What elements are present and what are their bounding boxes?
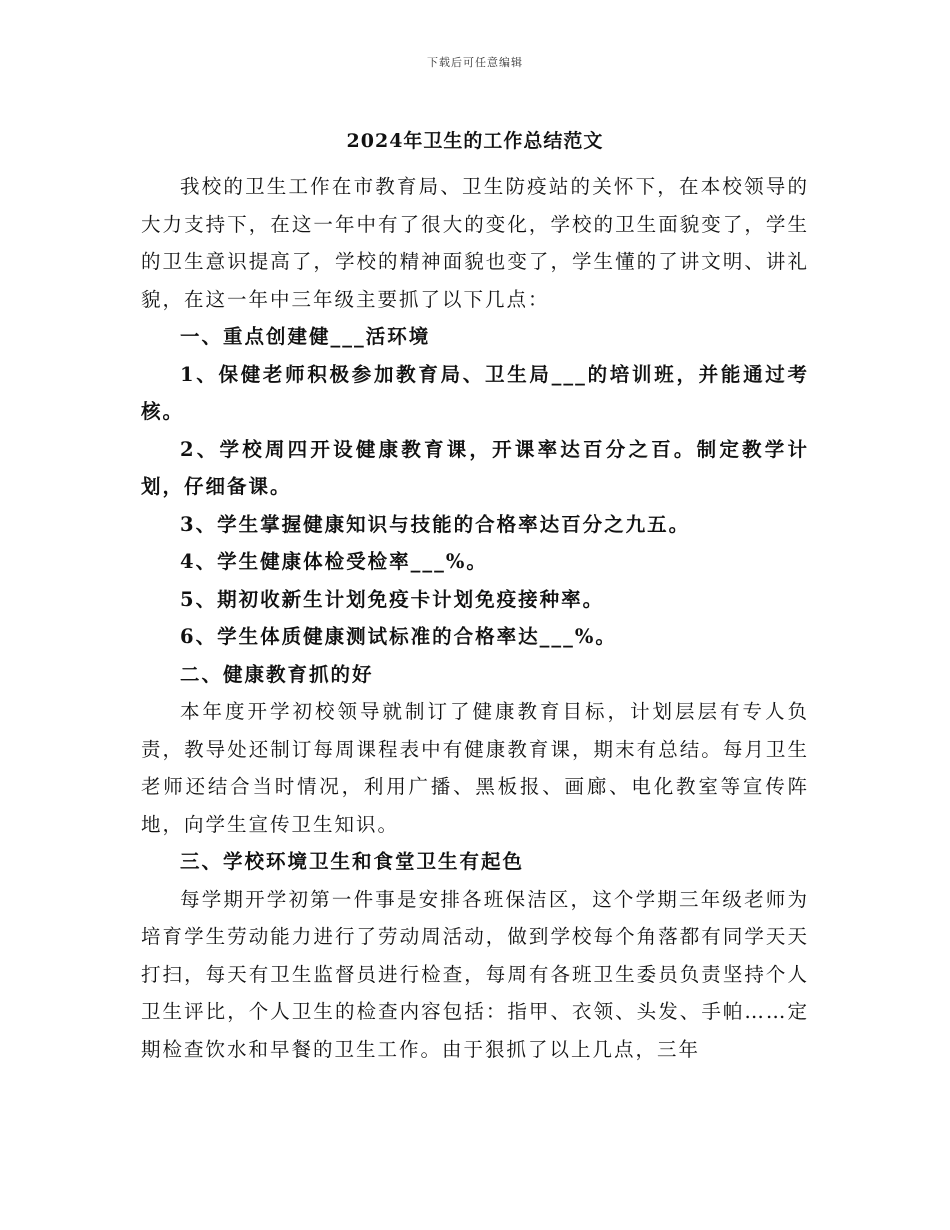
list-item-2: 2、学校周四开设健康教育课，开课率达百分之百。制定教学计划，仔细备课。	[141, 437, 809, 498]
section-heading-3: 三、学校环境卫生和食堂卫生有起色	[180, 850, 525, 873]
section-3-paragraph: 每学期开学初第一件事是安排各班保洁区，这个学期三年级老师为培育学生劳动能力进行了劳动周活动，做到学校每个角落都有同学天天打扫，每天有卫生监督员进行检查，每周有各班卫生委员负责坚持个人卫生评比，个人卫生的检查内容包括：指甲、衣领、头发、手帕……定期检查饮水和早餐的卫生工作。由于狠抓了以上几点，三年	[141, 887, 809, 1061]
list-item-5: 5、期初收新生计划免疫卡计划免疫接种率。	[180, 587, 605, 611]
document-body	[141, 168, 809, 1068]
section-heading-2: 二、健康教育抓的好	[180, 662, 374, 686]
page-header: 下载后可任意编辑	[427, 56, 523, 69]
list-item-3: 3、学生掌握健康知识与技能的合格率达百分之九五。	[180, 512, 691, 536]
document-title: 2024年卫生的工作总结范文	[346, 130, 604, 152]
list-item-4: 4、学生健康体检受检率___%。	[180, 550, 488, 573]
section-2-paragraph: 本年度开学初校领导就制订了健康教育目标，计划层层有专人负责，教导处还制订每周课程表中有健康教育课，期末有总结。每月卫生老师还结合当时情况，利用广播、黑板报、画廊、电化教室等宣传阵地，向学生宣传卫生知识。	[141, 700, 809, 836]
section-heading-1: 一、重点创建健___活环境	[180, 325, 431, 348]
intro-paragraph: 我校的卫生工作在市教育局、卫生防疫站的关怀下，在本校领导的大力支持下，在这一年中有了很大的变化，学校的卫生面貌变了，学生的卫生意识提高了，学校的精神面貌也变了，学生懂的了讲文明、讲礼貌，在这一年中三年级主要抓了以下几点：	[141, 175, 809, 311]
list-item-1: 1、保健老师积极参加教育局、卫生局___的培训班，并能通过考核。	[141, 362, 809, 423]
list-item-6: 6、学生体质健康测试标准的合格率达___%。	[180, 625, 617, 648]
